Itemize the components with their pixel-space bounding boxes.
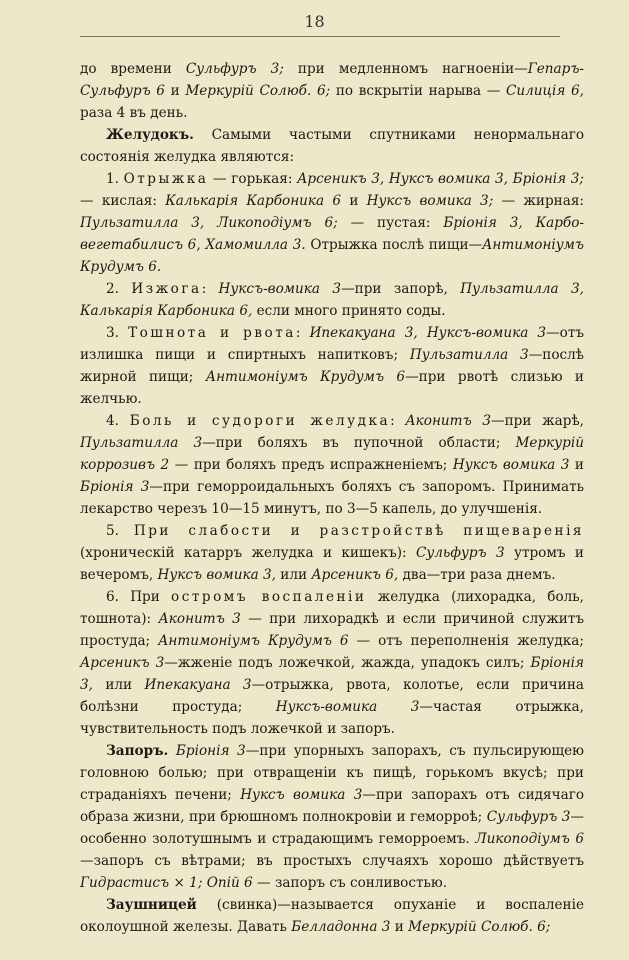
text-run: 4. — [106, 413, 130, 429]
text-run: × — [169, 875, 190, 891]
text-run: (хроническій катарръ желудка и кишекъ): — [80, 545, 416, 561]
text-run: и — [341, 193, 367, 209]
page-number: 18 — [304, 12, 325, 31]
paragraph — [80, 278, 584, 322]
text-run: до времени — [80, 61, 186, 77]
remedy-name: Бріонія 3, — [80, 655, 584, 693]
remedy-name: Пульзатилла 3 — [80, 435, 203, 451]
paragraph — [80, 58, 584, 124]
text-run: —при запорахъ отъ сидячаго образа жизни, при брюшномъ полнокровіи и геморроѣ; — [80, 787, 585, 825]
remedy-name: Ипекакуана 3 — [144, 677, 252, 693]
section-heading: Заушницей — [106, 897, 197, 913]
section-heading: Запоръ. — [106, 743, 169, 759]
text-run: : — [390, 413, 406, 429]
remedy-name: Нуксъ вомика 3 — [452, 457, 570, 473]
remedy-name: Сульфуръ 3; — [185, 61, 284, 77]
text-run: — кислая: — [80, 193, 166, 209]
text-run: (свинка)—называется опуханіе и воспаленіе околоушной железы. Давать — [80, 897, 584, 935]
remedy-name: Арсеникъ 3, Нуксъ вомика 3, Бріонія 3; — [297, 171, 584, 187]
body-text — [80, 58, 584, 938]
remedy-name: Нуксъ вомика 3 — [240, 787, 363, 803]
header-rule — [80, 36, 560, 37]
remedy-name: Антимоніумъ Крудумъ 6. — [80, 237, 584, 275]
text-run: 6. При — [106, 589, 172, 605]
paragraph — [80, 894, 584, 938]
text-run: —запоръ съ вѣтрами; въ простыхъ случаяхъ хорошо дѣйствуетъ — [80, 853, 584, 869]
remedy-name: Аконитъ 3 — [158, 611, 241, 627]
remedy-name: Меркурій Солюб. 6; — [185, 83, 331, 99]
remedy-name: Белладонна 3 — [291, 919, 391, 935]
text-run — [168, 743, 176, 759]
remedy-name: Гидрастисъ — [80, 875, 170, 891]
remedy-name: Ликоподіумъ 6 — [475, 831, 584, 847]
spaced-term: остромъ воспаленіи — [171, 589, 367, 605]
text-run: —при рвотѣ слизью и желчью. — [80, 369, 584, 407]
remedy-name: Нуксъ-вомика 3 — [218, 281, 342, 297]
text-run: и — [569, 457, 584, 473]
text-run: — при боляхъ предъ испражненіемъ; — [169, 457, 453, 473]
remedy-name: Пульзатилла 3, Калькарія Карбоника 6, — [80, 281, 584, 319]
spaced-term: Отрыжка — [123, 171, 209, 187]
paragraph — [80, 586, 584, 740]
text-run: 2. — [106, 281, 132, 297]
text-run: : — [201, 281, 219, 297]
text-run: —послѣ жирной пищи; — [80, 347, 584, 385]
text-run: при медленномъ нагноеніи— — [283, 61, 528, 77]
text-run: утромъ и вечеромъ, — [80, 545, 584, 583]
remedy-name: Меркурій коррозивъ 2 — [80, 435, 584, 473]
text-run: два—три раза днемъ. — [398, 567, 556, 583]
remedy-name: Сульфуръ 3 — [415, 545, 505, 561]
text-run: по вскрытіи нарыва — — [330, 83, 506, 99]
text-run: —отъ излишка пищи и спиртныхъ напитковъ; — [80, 325, 585, 363]
section-heading: Желудокъ. — [106, 127, 194, 143]
remedy-name: Гепаръ-Сульфуръ 6 — [80, 61, 585, 99]
paragraph — [80, 322, 584, 410]
remedy-name: Арсеникъ 6, — [311, 567, 399, 583]
text-run: Самыми частыми спутниками ненормальнаго состоянія желудка являются: — [80, 127, 584, 165]
paragraph — [80, 740, 584, 894]
remedy-name: Аконитъ 3 — [405, 413, 492, 429]
remedy-name: Силиція 6, — [505, 83, 584, 99]
text-run: — пустая: — [337, 215, 444, 231]
text-run: 3. — [106, 325, 129, 341]
text-run: —жженіе подъ ложечкой, жажда, упадокъ силъ; — [164, 655, 531, 671]
remedy-name: Нуксъ-вомика 3 — [275, 699, 420, 715]
remedy-name: Бріонія 3 — [175, 743, 246, 759]
text-run: и — [390, 919, 409, 935]
remedy-name: Антимоніумъ Крудумъ 6 — [205, 369, 406, 385]
text-run: раза 4 въ день. — [80, 105, 188, 121]
remedy-name: Бріонія 3 — [80, 479, 150, 495]
paragraph — [80, 124, 584, 168]
remedy-name: Пульзатилла 3 — [409, 347, 529, 363]
text-run: или — [275, 567, 312, 583]
paragraph — [80, 410, 584, 520]
text-run: : — [295, 325, 310, 341]
remedy-name: Нуксъ вомика 3; — [366, 193, 494, 209]
remedy-name: Антимоніумъ Крудумъ 6 — [158, 633, 349, 649]
spaced-term: Боль и судороги желудка — [129, 413, 391, 429]
text-run: Отрыжка послѣ пищи— — [305, 237, 483, 253]
text-run: — запоръ съ сонливостью. — [252, 875, 448, 891]
text-run: —при упорныхъ запорахъ, съ пульсирующею головною болью; при отвращеніи къ пищѣ, горькомъ вкусѣ; при страданіяхъ печени; — [80, 743, 585, 803]
text-run: —отрыжка, рвота, колотье, если причина болѣзни простуда; — [80, 677, 584, 715]
paragraph — [80, 168, 584, 278]
remedy-name: Ипекакуана 3, Нуксъ-вомика 3 — [309, 325, 547, 341]
remedy-name: 1; Опій 6 — [189, 875, 253, 891]
text-run: 1. — [106, 171, 124, 187]
text-run: если много принято соды. — [252, 303, 446, 319]
paragraph — [80, 520, 584, 586]
text-run: —при запорѣ, — [341, 281, 461, 297]
text-run: — горькая: — [208, 171, 298, 187]
text-run: —особенно золотушнымъ и страдающимъ геморроемъ. — [80, 809, 584, 847]
text-run: или — [92, 677, 145, 693]
text-run: —частая отрыжка, чувствительность подъ ложечкой и запоръ. — [80, 699, 584, 737]
text-run: —при боляхъ въ пупочной области; — [202, 435, 516, 451]
text-run: и — [164, 83, 186, 99]
remedy-name: Нуксъ вомика 3, — [157, 567, 276, 583]
spaced-term: Тошнота и рвота — [128, 325, 296, 341]
text-run: — отъ переполненія желудка; — [348, 633, 584, 649]
text-run: — жирная: — [493, 193, 585, 209]
text-run: — при лихорадкѣ и если причиной служитъ простуда; — [80, 611, 584, 649]
spaced-term: Изжога — [131, 281, 202, 297]
text-run: 5. — [106, 523, 134, 539]
text-run: желудка (лихорадка, боль, тошнота): — [80, 589, 584, 627]
remedy-name: Пульзатилла 3, Ликоподіумъ 6; — [80, 215, 338, 231]
remedy-name: Бріонія 3, Карбо-вегетабилисъ 6, Хамомилла 3. — [80, 215, 584, 253]
remedy-name: Меркурій Солюб. 6; — [408, 919, 551, 935]
spaced-term: При слабости и разстройствѣ пищеваренія — [133, 523, 584, 539]
remedy-name: Сульфуръ 3 — [486, 809, 571, 825]
text-run: —при жарѣ, — [491, 413, 584, 429]
remedy-name: Арсеникъ 3 — [80, 655, 165, 671]
text-run: —при геморроидальныхъ боляхъ съ запоромъ. Принимать лекарство черезъ 10—15 минутъ, по 3—5 капель, до улучшенія. — [80, 479, 584, 517]
remedy-name: Калькарія Карбоника 6 — [165, 193, 342, 209]
